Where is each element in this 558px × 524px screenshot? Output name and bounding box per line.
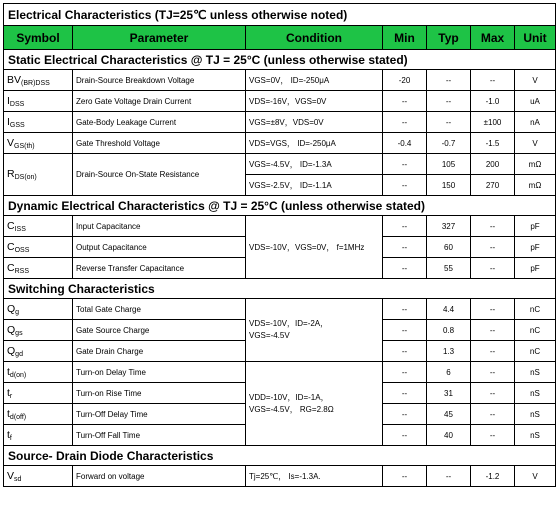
symbol-cell: $Q_{gd}$ [4,341,73,362]
typ-cell: 40 [427,425,471,446]
unit-cell: nS [515,404,556,425]
min-cell: -- [383,466,427,487]
condition-cell: VGS=-2.5V， ID=-1.1A [246,175,383,196]
table-row [4,216,556,237]
symbol-cell: $BV_{(BR)DSS}$ [4,70,73,91]
min-cell: -- [383,299,427,320]
table-row [4,362,556,383]
max-cell: -1.0 [471,91,515,112]
parameter-cell: Gate Source Charge [73,320,246,341]
header-typ: Typ [427,26,471,50]
min-cell: -- [383,425,427,446]
table-row [4,70,556,91]
condition-line: VDD=-10V，ID=-1A， [249,392,329,402]
section-diode-heading: Source- Drain Diode Characteristics [4,446,556,466]
symbol-cell: $V_{GS(th)}$ [4,133,73,154]
max-cell: -- [471,299,515,320]
symbol-cell: $R_{DS(on)}$ [4,154,73,196]
symbol-cell: $C_{ISS}$ [4,216,73,237]
max-cell: 270 [471,175,515,196]
typ-cell: 55 [427,258,471,279]
table-row [4,154,556,175]
max-cell: ±100 [471,112,515,133]
symbol-cell: $C_{RSS}$ [4,258,73,279]
typ-cell: 150 [427,175,471,196]
table-title: Electrical Characteristics (TJ=25℃ unless otherwise noted) [4,4,556,26]
header-condition: Condition [246,26,383,50]
symbol-cell: $Q_g$ [4,299,73,320]
condition-cell: VGS=±8V，VDS=0V [246,112,383,133]
condition-cell: VDS=-10V，VGS=0V， f=1MHz [246,216,383,279]
typ-cell: 4.4 [427,299,471,320]
typ-cell: -- [427,112,471,133]
header-unit: Unit [515,26,556,50]
parameter-cell: Gate Drain Charge [73,341,246,362]
parameter-cell: Forward on voltage [73,466,246,487]
header-parameter: Parameter [73,26,246,50]
parameter-cell: Turn-on Rise Time [73,383,246,404]
unit-cell: nS [515,383,556,404]
min-cell: -0.4 [383,133,427,154]
condition-cell: Tj=25℃， Is=-1.3A. [246,466,383,487]
symbol-cell: $C_{OSS}$ [4,237,73,258]
typ-cell: 45 [427,404,471,425]
min-cell: -- [383,258,427,279]
max-cell: 200 [471,154,515,175]
table-row [4,466,556,487]
typ-cell: -- [427,70,471,91]
condition-cell: VGS=-4.5V， ID=-1.3A [246,154,383,175]
header-max: Max [471,26,515,50]
condition-cell [246,362,383,446]
unit-cell: nA [515,112,556,133]
parameter-cell: Zero Gate Voltage Drain Current [73,91,246,112]
unit-cell: uA [515,91,556,112]
min-cell: -- [383,237,427,258]
unit-cell: nC [515,299,556,320]
max-cell: -- [471,216,515,237]
min-cell: -- [383,404,427,425]
section-switching-heading: Switching Characteristics [4,279,556,299]
typ-cell: 105 [427,154,471,175]
min-cell: -- [383,216,427,237]
section-static-heading: Static Electrical Characteristics @ TJ = 25°C (unless otherwise stated) [4,50,556,70]
max-cell: -- [471,258,515,279]
min-cell: -20 [383,70,427,91]
parameter-cell: Output Capacitance [73,237,246,258]
condition-line: VGS=-4.5V [249,331,290,340]
min-cell: -- [383,362,427,383]
unit-cell: mΩ [515,175,556,196]
typ-cell: 0.8 [427,320,471,341]
typ-cell: 1.3 [427,341,471,362]
condition-cell: VGS=0V， ID=-250μA [246,70,383,91]
min-cell: -- [383,112,427,133]
min-cell: -- [383,175,427,196]
unit-cell: nS [515,362,556,383]
parameter-cell: Drain-Source On-State Resistance [73,154,246,196]
max-cell: -- [471,425,515,446]
electrical-characteristics-table-wrapper [3,3,555,487]
parameter-cell: Turn-Off Delay Time [73,404,246,425]
symbol-cell: $t_{d(on)}$ [4,362,73,383]
condition-line: VDS=-10V，ID=-2A， [249,319,329,328]
symbol-cell: $I_{GSS}$ [4,112,73,133]
max-cell: -1.5 [471,133,515,154]
unit-cell: pF [515,237,556,258]
typ-cell: -- [427,91,471,112]
unit-cell: nC [515,320,556,341]
max-cell: -- [471,362,515,383]
max-cell: -- [471,341,515,362]
min-cell: -- [383,341,427,362]
condition-line: VGS=-4.5V， RG=2.8Ω [249,404,334,414]
parameter-cell: Input Capacitance [73,216,246,237]
unit-cell: nC [515,341,556,362]
header-min: Min [383,26,427,50]
symbol-cell: $t_f$ [4,425,73,446]
symbol-cell: $V_{sd}$ [4,466,73,487]
unit-cell: V [515,70,556,91]
header-row [4,26,556,50]
section-dynamic-heading: Dynamic Electrical Characteristics @ TJ = 25°C (unless otherwise stated) [4,196,556,216]
unit-cell: nS [515,425,556,446]
parameter-cell: Gate Threshold Voltage [73,133,246,154]
max-cell: -- [471,383,515,404]
parameter-cell: Gate-Body Leakage Current [73,112,246,133]
max-cell: -- [471,320,515,341]
parameter-cell: Drain-Source Breakdown Voltage [73,70,246,91]
typ-cell: -- [427,466,471,487]
min-cell: -- [383,320,427,341]
parameter-cell: Turn-Off Fall Time [73,425,246,446]
parameter-cell: Reverse Transfer Capacitance [73,258,246,279]
typ-cell: 31 [427,383,471,404]
min-cell: -- [383,383,427,404]
unit-cell: pF [515,258,556,279]
typ-cell: 6 [427,362,471,383]
max-cell: -- [471,237,515,258]
table-row [4,299,556,320]
max-cell: -- [471,70,515,91]
electrical-characteristics-table [3,3,556,487]
unit-cell: mΩ [515,154,556,175]
max-cell: -- [471,404,515,425]
symbol-cell: $I_{DSS}$ [4,91,73,112]
min-cell: -- [383,91,427,112]
table-row [4,112,556,133]
header-symbol: Symbol [4,26,73,50]
table-row [4,133,556,154]
parameter-cell: Turn-on Delay Time [73,362,246,383]
typ-cell: -0.7 [427,133,471,154]
unit-cell: V [515,466,556,487]
condition-cell: VDS=VGS， ID=-250μA [246,133,383,154]
condition-cell [246,299,383,362]
min-cell: -- [383,154,427,175]
unit-cell: V [515,133,556,154]
max-cell: -1.2 [471,466,515,487]
typ-cell: 327 [427,216,471,237]
typ-cell: 60 [427,237,471,258]
parameter-cell: Total Gate Charge [73,299,246,320]
table-row [4,91,556,112]
condition-cell: VDS=-16V，VGS=0V [246,91,383,112]
unit-cell: pF [515,216,556,237]
symbol-cell: $t_r$ [4,383,73,404]
symbol-cell: $t_{d(off)}$ [4,404,73,425]
symbol-cell: $Q_{gs}$ [4,320,73,341]
